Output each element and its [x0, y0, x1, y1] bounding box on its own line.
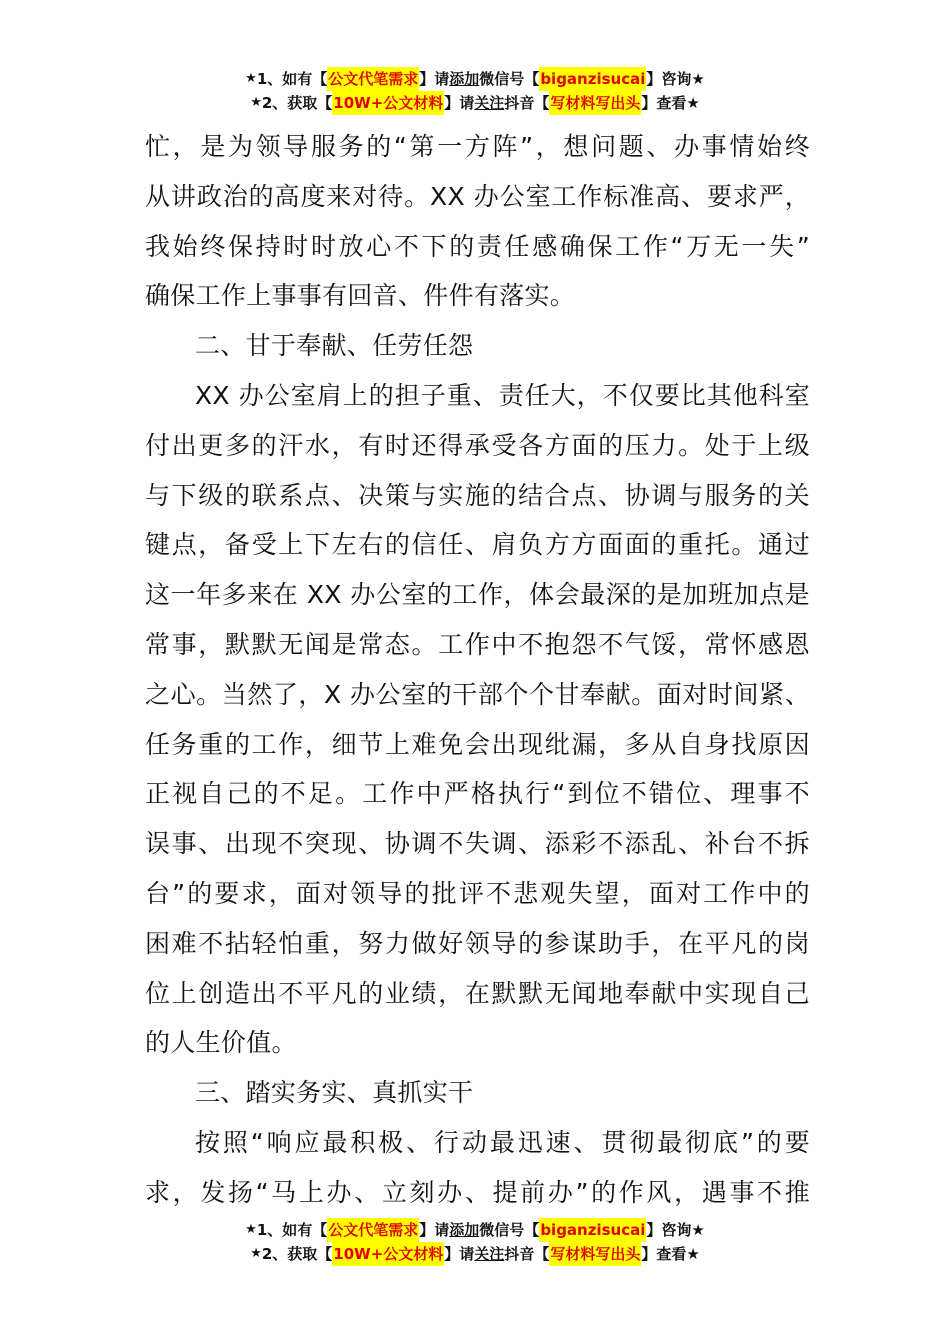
banner-text: 微信号【	[479, 1221, 540, 1239]
underlined-text: 添加	[449, 1221, 480, 1239]
body-line: 位上创造出不平凡的业绩，在默默无闻地奉献中实现自己	[145, 978, 810, 1008]
banner-text: 微信号【	[479, 70, 540, 88]
banner-text: 】请	[444, 1245, 475, 1263]
body-line: 常事，默默无闻是常态。工作中不抱怨不气馁，常怀感恩	[145, 629, 810, 659]
section-heading: 三、踏实务实、真抓实干	[195, 1078, 474, 1108]
star-icon: ★	[250, 95, 262, 110]
underlined-text: 关注	[474, 1245, 505, 1263]
banner-text: 抖音【	[504, 94, 550, 112]
highlight-text: 公文代笔需求	[327, 67, 419, 91]
banner-line-1	[0, 1218, 950, 1242]
footer-banner	[0, 1218, 950, 1266]
section-heading: 二、甘于奉献、任劳任怨	[195, 331, 474, 361]
body-line: 忙，是为领导服务的“第一方阵”，想问题、办事情始终	[145, 132, 810, 161]
banner-text: 】咨询★	[646, 70, 705, 88]
douyin-account: 写材料写出头	[549, 91, 641, 115]
underlined-text: 关注	[474, 94, 505, 112]
body-line: 的人生价值。	[145, 1028, 297, 1058]
banner-text: 】咨询★	[646, 1221, 705, 1239]
body-line: 确保工作上事事有回音、件件有落实。	[145, 281, 576, 311]
banner-text: 】请	[444, 94, 475, 112]
banner-line-1	[0, 67, 950, 91]
body-line: 台”的要求，面对领导的批评不悲观失望，面对工作中的	[145, 878, 810, 908]
highlight-text: 公文代笔需求	[327, 1218, 419, 1242]
body-line: 键点，备受上下左右的信任、肩负方方面面的重托。通过	[145, 530, 810, 560]
highlight-text: 10W+公文材料	[332, 1242, 444, 1266]
wechat-id: biganzisucai	[539, 1218, 646, 1242]
underlined-text: 添加	[449, 70, 480, 88]
document-body	[145, 122, 810, 1218]
banner-text: 抖音【	[504, 1245, 550, 1263]
banner-text: 】请	[419, 1221, 450, 1239]
body-line: 这一年多来在 XX 办公室的工作，体会最深的是加班加点是	[145, 580, 810, 610]
body-line: 我始终保持时时放心不下的责任感确保工作“万无一失”	[145, 231, 810, 261]
banner-line-2	[0, 91, 950, 115]
banner-text: 】请	[419, 70, 450, 88]
star-icon: ★	[245, 71, 257, 86]
body-line: 任务重的工作，细节上难免会出现纰漏，多从自身找原因	[145, 729, 810, 759]
star-icon: ★	[245, 1222, 257, 1237]
body-line: XX 办公室肩上的担子重、责任大，不仅要比其他科室	[195, 380, 810, 410]
banner-text: 2、获取【	[261, 1245, 333, 1263]
body-line: 按照“响应最积极、行动最迅速、贯彻最彻底”的要	[195, 1127, 810, 1157]
body-line: 从讲政治的高度来对待。XX 办公室工作标准高、要求严，	[145, 181, 810, 211]
banner-line-2	[0, 1242, 950, 1266]
body-line: 误事、出现不突现、协调不失调、添彩不添乱、补台不拆	[145, 829, 810, 859]
banner-text: 】查看★	[641, 94, 700, 112]
body-line: 付出更多的汗水，有时还得承受各方面的压力。处于上级	[145, 430, 810, 460]
body-line: 正视自己的不足。工作中严格执行“到位不错位、理事不	[145, 779, 810, 809]
banner-text: 】查看★	[641, 1245, 700, 1263]
banner-text: 2、获取【	[261, 94, 333, 112]
body-line: 之心。当然了，X 办公室的干部个个甘奉献。面对时间紧、	[145, 679, 810, 709]
banner-text: 1、如有【	[256, 70, 328, 88]
douyin-account: 写材料写出头	[549, 1242, 641, 1266]
body-line: 与下级的联系点、决策与实施的结合点、协调与服务的关	[145, 480, 810, 510]
body-line: 困难不拈轻怕重，努力做好领导的参谋助手，在平凡的岗	[145, 928, 810, 958]
wechat-id: biganzisucai	[539, 67, 646, 91]
highlight-text: 10W+公文材料	[332, 91, 444, 115]
banner-text: 1、如有【	[256, 1221, 328, 1239]
star-icon: ★	[250, 1246, 262, 1261]
body-line: 求，发扬“马上办、立刻办、提前办”的作风，遇事不推	[145, 1177, 810, 1207]
header-banner	[0, 67, 950, 115]
